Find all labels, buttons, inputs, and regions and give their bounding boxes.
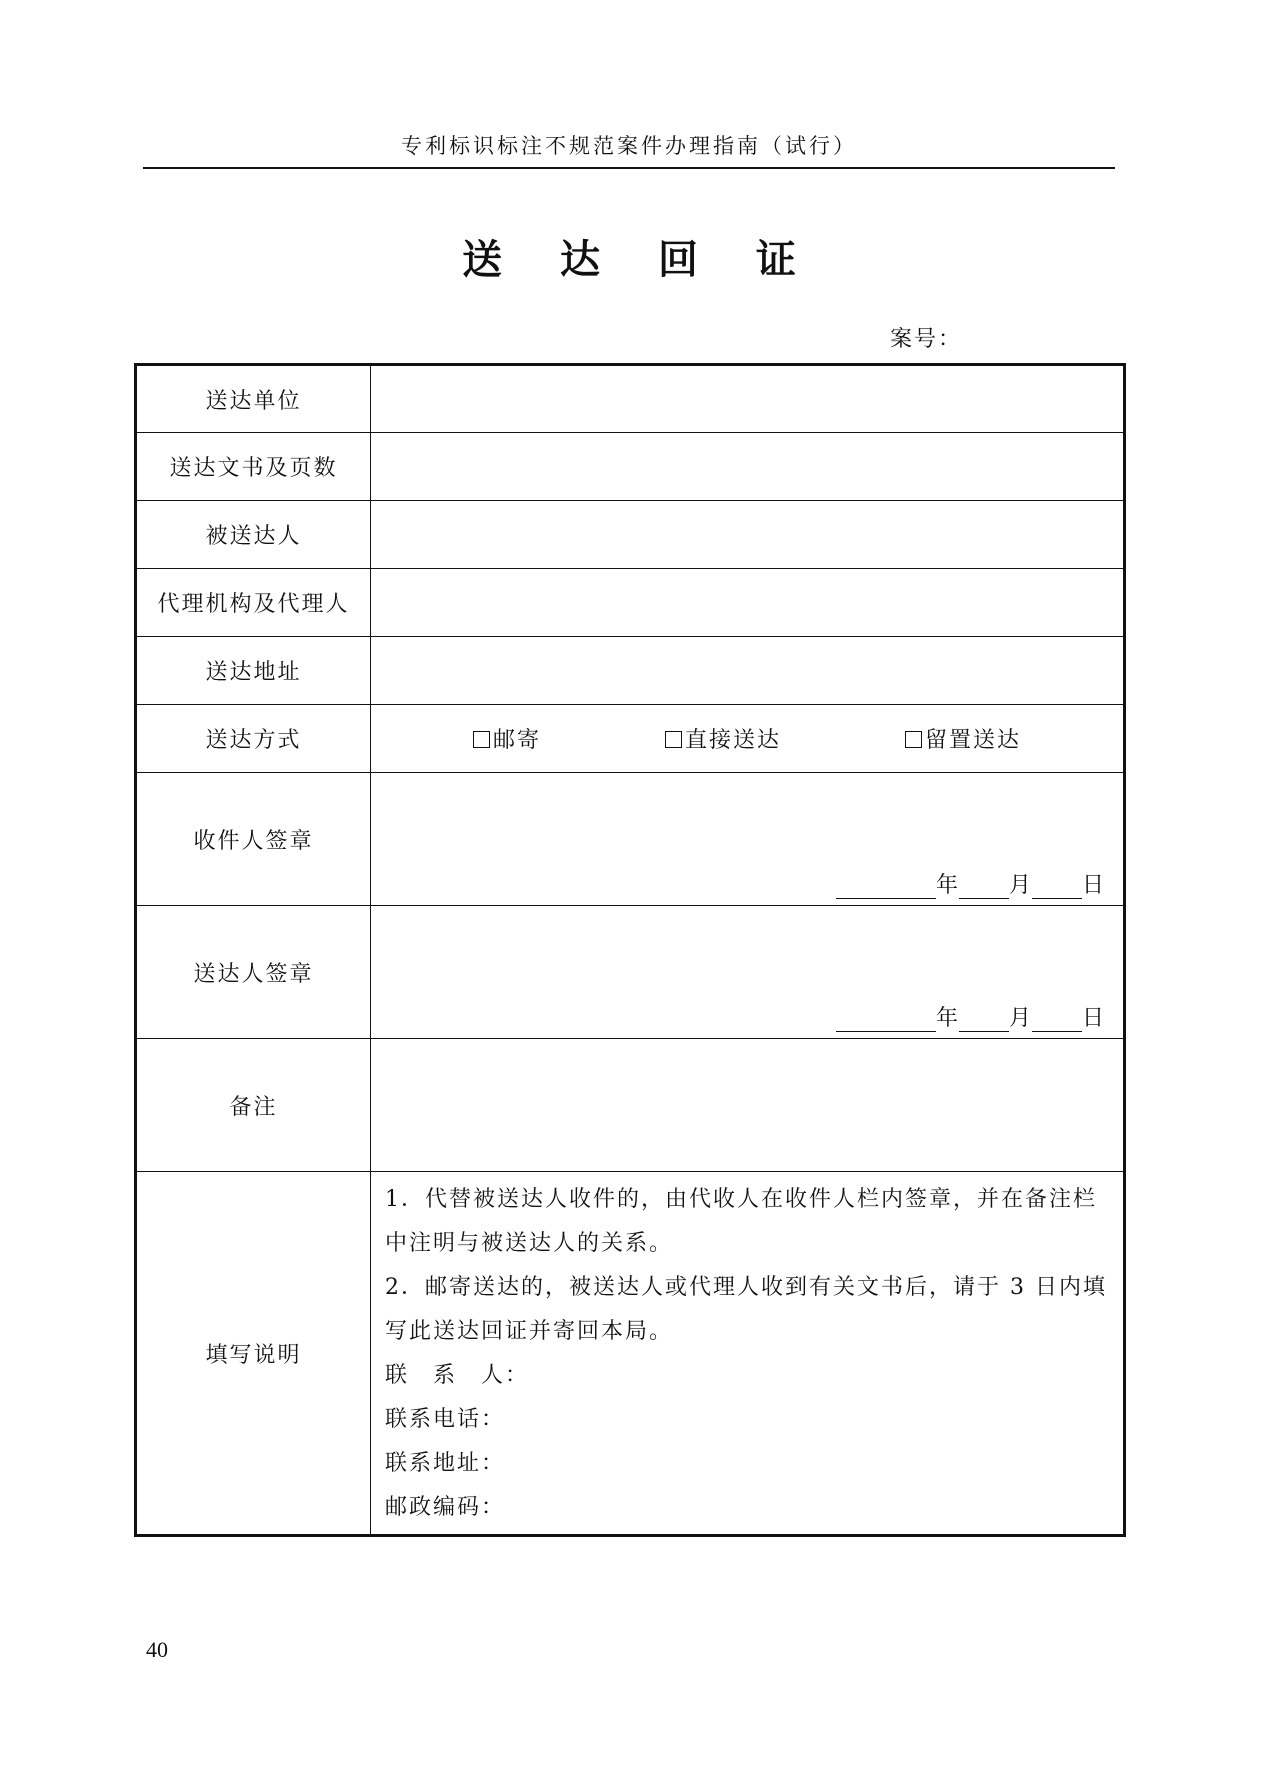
- instruction-proxy-signature: 1．代替被送达人收件的，由代收人在收件人栏内签章，并在备注栏中注明与被送达人的关系。: [385, 1187, 1097, 1256]
- document-pages-label: 送达文书及页数: [136, 433, 371, 501]
- checkbox-icon[interactable]: [665, 731, 682, 748]
- receiver-signature-field[interactable]: [371, 773, 1125, 906]
- document-pages-field[interactable]: [371, 433, 1125, 501]
- contact-address-label: 联系地址：: [385, 1451, 506, 1476]
- method-option-mail-label: 邮寄: [492, 728, 541, 753]
- row-recipient: [136, 501, 1125, 569]
- postal-code-label: 邮政编码：: [385, 1495, 506, 1520]
- row-remarks: [136, 1039, 1125, 1172]
- method-option-left[interactable]: [905, 723, 1021, 754]
- method-label: 送达方式: [136, 705, 371, 773]
- row-address: [136, 637, 1125, 705]
- address-field[interactable]: [371, 637, 1125, 705]
- row-agency: [136, 569, 1125, 637]
- method-option-direct-label: 直接送达: [684, 728, 781, 753]
- row-instructions: [136, 1172, 1125, 1536]
- deliverer-signature-label: 送达人签章: [136, 906, 371, 1039]
- checkbox-icon[interactable]: [473, 731, 490, 748]
- receiver-month-blank[interactable]: [959, 876, 1009, 899]
- receiver-year-blank[interactable]: [836, 876, 936, 899]
- recipient-label: 被送达人: [136, 501, 371, 569]
- day-label: 日: [1081, 873, 1105, 898]
- contact-person-label: 联 系 人：: [385, 1363, 530, 1388]
- page-number: 40: [146, 1637, 168, 1662]
- method-option-left-label: 留置送达: [924, 728, 1021, 753]
- delivery-unit-label: 送达单位: [136, 365, 371, 433]
- receiver-day-blank[interactable]: [1032, 876, 1082, 899]
- day-label: 日: [1081, 1006, 1105, 1031]
- row-document-pages: [136, 433, 1125, 501]
- remarks-label: 备注: [136, 1039, 371, 1172]
- address-label: 送达地址: [136, 637, 371, 705]
- agency-field[interactable]: [371, 569, 1125, 637]
- deliverer-year-blank[interactable]: [836, 1009, 936, 1032]
- remarks-field[interactable]: [371, 1039, 1125, 1172]
- month-label: 月: [1008, 1006, 1032, 1031]
- deliverer-day-blank[interactable]: [1032, 1009, 1082, 1032]
- row-method: [136, 705, 1125, 773]
- row-deliverer-signature: [136, 906, 1125, 1039]
- recipient-field[interactable]: [371, 501, 1125, 569]
- delivery-receipt-form: [134, 363, 1126, 1537]
- receiver-signature-label: 收件人签章: [136, 773, 371, 906]
- instruction-mail-return: 2．邮寄送达的，被送达人或代理人收到有关文书后，请于 3 日内填写此送达回证并寄回本局。: [385, 1275, 1107, 1344]
- checkbox-icon[interactable]: [905, 731, 922, 748]
- header-rule: [143, 167, 1115, 169]
- month-label: 月: [1008, 873, 1032, 898]
- year-label: 年: [935, 1006, 959, 1031]
- row-delivery-unit: [136, 365, 1125, 433]
- year-label: 年: [935, 873, 959, 898]
- deliverer-signature-field[interactable]: [371, 906, 1125, 1039]
- method-option-mail[interactable]: [473, 723, 541, 754]
- delivery-unit-field[interactable]: [371, 365, 1125, 433]
- running-header: 专利标识标注不规范案件办理指南（试行）: [401, 134, 857, 158]
- deliverer-date-line: [836, 1001, 1105, 1032]
- method-option-direct[interactable]: [665, 723, 781, 754]
- deliverer-month-blank[interactable]: [959, 1009, 1009, 1032]
- contact-phone-label: 联系电话：: [385, 1407, 506, 1432]
- method-options: [371, 705, 1125, 773]
- row-receiver-signature: [136, 773, 1125, 906]
- agency-label: 代理机构及代理人: [136, 569, 371, 637]
- receiver-date-line: [836, 868, 1105, 899]
- case-number-label: 案号：: [890, 327, 963, 352]
- instructions-content: [371, 1172, 1125, 1536]
- instructions-label: 填写说明: [136, 1172, 371, 1536]
- document-title: 送 达 回 证: [462, 236, 818, 283]
